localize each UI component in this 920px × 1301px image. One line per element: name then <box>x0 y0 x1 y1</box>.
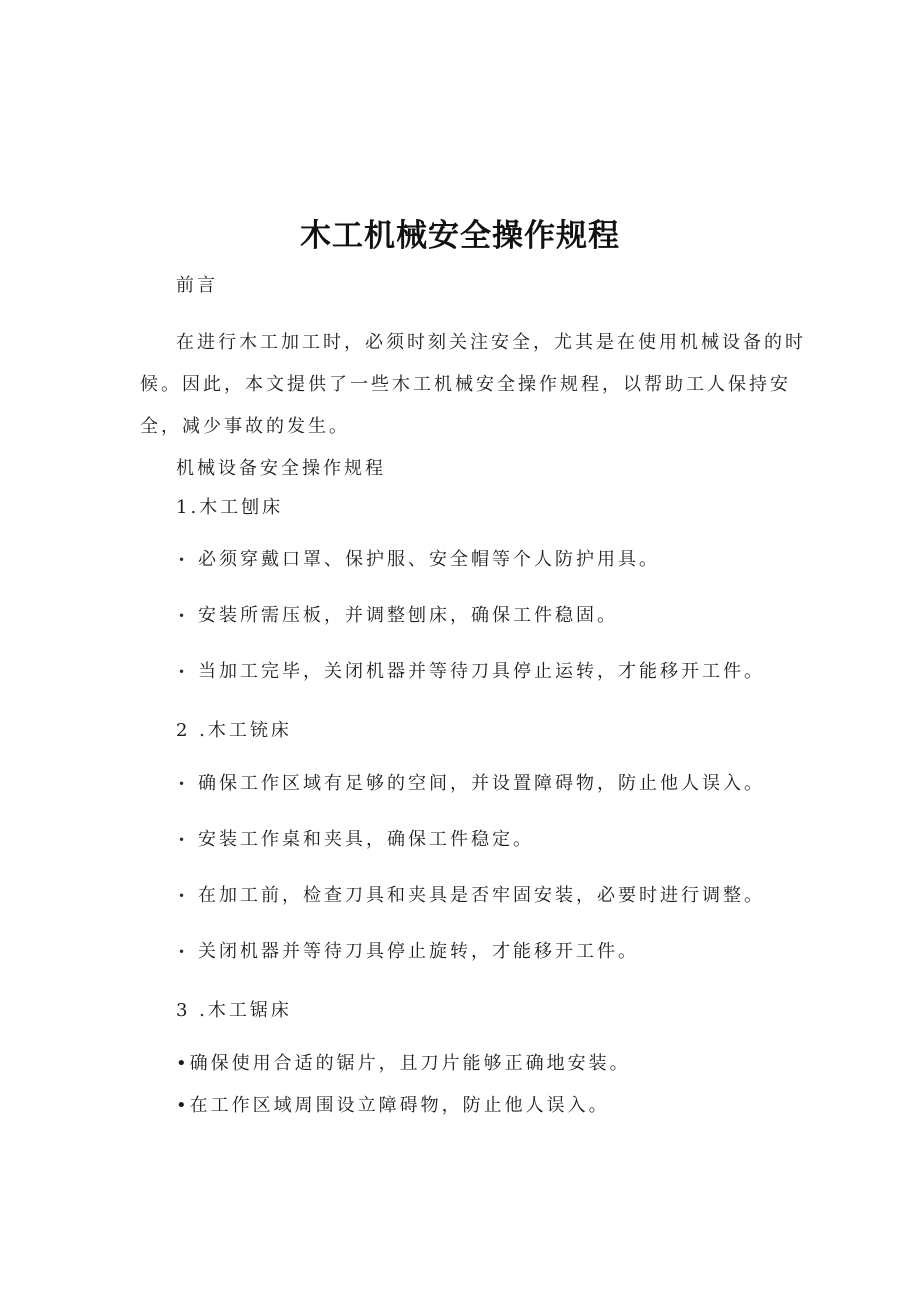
list-item: 当加工完毕，关闭机器并等待刀具停止运转，才能移开工件。 <box>198 661 765 682</box>
bullet-icon: • <box>178 833 186 847</box>
list-item: 安装工作桌和夹具，确保工件稳定。 <box>198 829 534 850</box>
bullet-icon: • <box>178 777 186 791</box>
intro-line-2: 候。因此，本文提供了一些木工机械安全操作规程，以帮助工人保持安 <box>140 374 791 395</box>
list-item: 在加工前，检查刀具和夹具是否牢固安装，必要时进行调整。 <box>198 885 765 906</box>
subsection-heading-milling: 2 .木工铳床 <box>176 720 292 741</box>
list-item: •在工作区域周围设立障碍物，防止他人误入。 <box>176 1095 610 1116</box>
list-item: 安装所需压板，并调整刨床，确保工件稳固。 <box>198 605 618 626</box>
intro-line-3: 全，减少事故的发生。 <box>140 416 350 437</box>
bullet-icon: • <box>178 945 186 959</box>
section-heading: 机械设备安全操作规程 <box>176 458 386 479</box>
preface-heading: 前言 <box>176 275 218 296</box>
list-item: •确保使用合适的锯片，且刀片能够正确地安装。 <box>176 1053 631 1074</box>
intro-line-1: 在进行木工加工时，必须时刻关注安全，尤其是在使用机械设备的时 <box>176 332 806 353</box>
list-item: 确保工作区域有足够的空间，并设置障碍物，防止他人误入。 <box>198 773 765 794</box>
bullet-icon: • <box>178 553 186 567</box>
list-item: 必须穿戴口罩、保护服、安全帽等个人防护用具。 <box>198 549 660 570</box>
subsection-heading-saw: 3 .木工锯床 <box>176 1000 292 1021</box>
bullet-icon: • <box>178 609 186 623</box>
bullet-icon: • <box>178 889 186 903</box>
subsection-heading-planer: 1.木工刨床 <box>176 497 284 518</box>
list-item: 关闭机器并等待刀具停止旋转，才能移开工件。 <box>198 941 639 962</box>
bullet-icon: • <box>178 665 186 679</box>
document-title: 木工机械安全操作规程 <box>300 218 620 254</box>
